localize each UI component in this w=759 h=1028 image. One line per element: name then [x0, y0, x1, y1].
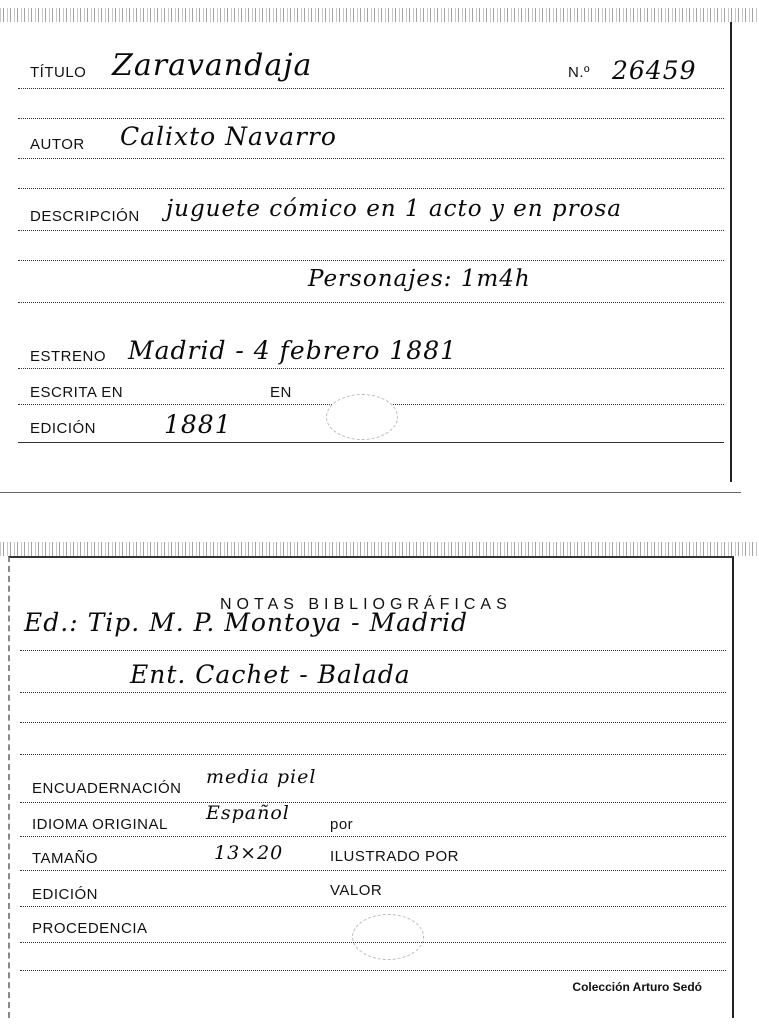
erased-stamp	[352, 914, 424, 960]
valor-label: VALOR	[330, 882, 383, 899]
card-divider	[0, 492, 741, 493]
card-top-edge	[0, 8, 759, 22]
rule	[18, 188, 724, 189]
rule	[18, 260, 724, 261]
rule	[20, 754, 726, 755]
erased-stamp	[326, 394, 398, 440]
rule	[20, 836, 726, 837]
titulo-label: TÍTULO	[30, 64, 87, 81]
autor-label: AUTOR	[30, 136, 85, 153]
rule	[20, 906, 726, 907]
procedencia-label: PROCEDENCIA	[32, 920, 148, 937]
encuadernacion-label: ENCUADERNACIÓN	[32, 780, 182, 797]
estreno-value: Madrid - 4 febrero 1881	[128, 336, 458, 365]
rule	[20, 942, 726, 943]
edicion-label: EDICIÓN	[30, 420, 97, 437]
estreno-label: ESTRENO	[30, 348, 107, 365]
numero-value: 26459	[612, 56, 697, 85]
rule	[20, 692, 726, 693]
catalog-card-back	[8, 556, 734, 1018]
ilustrado-label: ILUSTRADO POR	[330, 848, 460, 865]
encuadernacion-value: media piel	[206, 766, 317, 788]
edicion-value: 1881	[164, 410, 232, 439]
rule	[20, 650, 726, 651]
rule	[18, 368, 724, 369]
rule	[20, 870, 726, 871]
descripcion-value-line2: Personajes: 1m4h	[308, 266, 531, 292]
idioma-value: Español	[206, 802, 290, 824]
rule	[18, 230, 724, 231]
descripcion-value: juguete cómico en 1 acto y en prosa	[166, 196, 622, 222]
edicion-label: EDICIÓN	[32, 886, 99, 903]
idioma-label: IDIOMA ORIGINAL	[32, 816, 168, 833]
rule	[20, 722, 726, 723]
en-label: EN	[270, 384, 292, 401]
rule	[18, 158, 724, 159]
collection-footer: Colección Arturo Sedó	[572, 980, 702, 994]
descripcion-label: DESCRIPCIÓN	[30, 208, 140, 225]
notas-heading: NOTAS BIBLIOGRÁFICAS	[220, 596, 512, 613]
rule	[18, 88, 724, 89]
numero-label: N.º	[568, 64, 590, 81]
autor-value: Calixto Navarro	[120, 122, 337, 151]
tamano-label: TAMAÑO	[32, 850, 99, 867]
rule	[18, 302, 724, 303]
rule	[18, 442, 724, 443]
nota-line-1: Ed.: Tip. M. P. Montoya - Madrid	[24, 608, 468, 637]
titulo-value: Zaravandaja	[112, 48, 313, 83]
rule	[20, 802, 726, 803]
por-label: por	[330, 816, 354, 833]
rule	[18, 118, 724, 119]
escrita-en-label: ESCRITA EN	[30, 384, 124, 401]
card-top-edge	[0, 542, 759, 556]
catalog-card-front	[8, 22, 732, 482]
nota-line-2: Ent. Cachet - Balada	[130, 660, 411, 689]
rule	[20, 970, 726, 971]
tamano-value: 13×20	[214, 842, 284, 864]
